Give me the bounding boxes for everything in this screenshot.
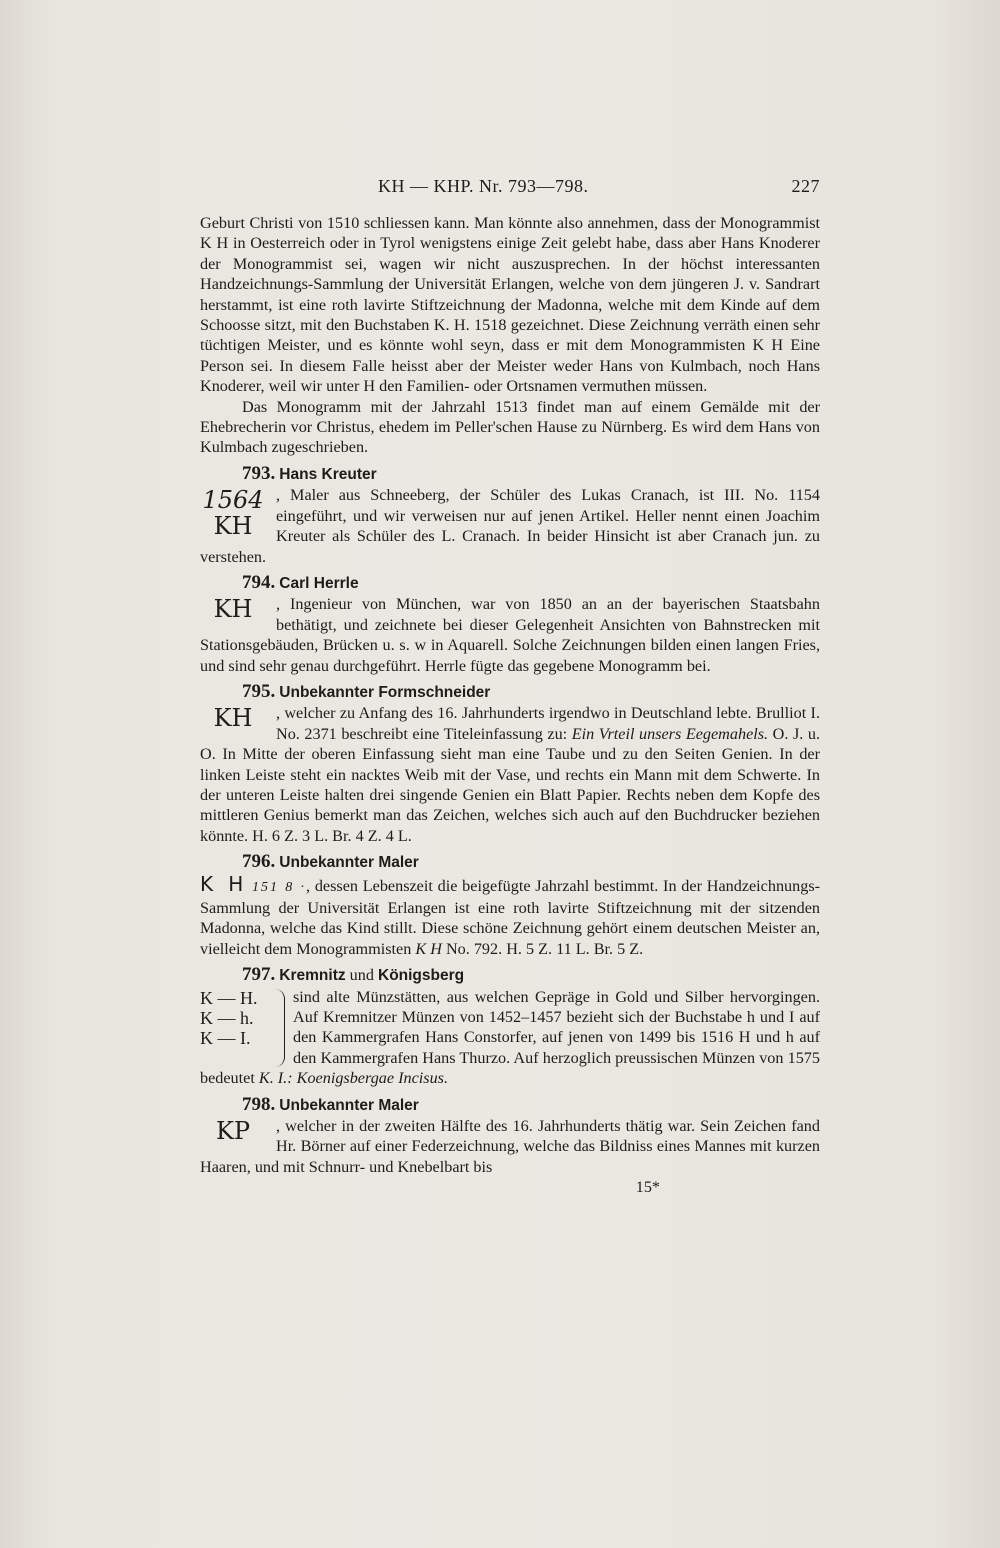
- entry-name: Unbekannter Maler: [279, 854, 419, 872]
- entry-number: 795.: [242, 680, 276, 702]
- entry-text: , Ingenieur von München, war von 1850 an an der bayerischen Staatsbahn bethätigt, und zeichnete bei dieser Gelegenheit Ansichten von Bahnstrecken mit Stationsgebäuden, Brücken u. s. w in Aquarell. Solche Zeichnungen bilden einen langen Fries, und sind sehr genau durchgeführt. Herrle fügte das gegebene Monogramm bei.: [200, 595, 820, 675]
- monogram-mark: [200, 1118, 266, 1144]
- mint-mark: K — H.: [200, 987, 258, 1008]
- entry-796: [200, 852, 820, 959]
- entry-text: , Maler aus Schneeberg, der Schüler des Lukas Cranach, ist III. No. 1154 eingeführt, und wir verweisen nur auf jenen Artikel. Heller nennt einen Joachim Kreuter als Schüler des L. Cranach. In beider Hinsicht ist aber Cranach jun. zu verstehen.: [200, 486, 820, 566]
- entry-name: Kremnitz: [279, 967, 346, 985]
- entry-text: , welcher in der zweiten Hälfte des 16. Jahrhunderts thätig war. Sein Zeichen fand Hr. Börner auf einer Federzeichnung, welche das Bildniss eines Mannes mit kurzen Haaren, und mit Schnurr- und Knebelbart bis: [200, 1117, 820, 1176]
- mint-mark: K — I.: [200, 1028, 251, 1049]
- monogram-reference: K H: [415, 939, 442, 958]
- entry-text-a: , dessen Lebenszeit die beigefügte Jahrzahl bestimmt. In der Handzeichnungs-Sammlung der Universität Erlangen ist eine roth lavirte Stiftzeichnung mit der sitzenden Madonna, welche das Kind stillt. Diese schöne Zeichnung gehört einem deutschen Meister an, vielleicht dem Monogrammisten: [200, 876, 821, 958]
- entry-text-a: , welcher zu Anfang des 16. Jahrhunderts irgendwo in Deutschland lebte. Brulliot I. No. 2371 beschreibt eine Titeleinfassung zu:: [276, 704, 820, 743]
- entry-text-b: No. 792. H. 5 Z. 11 L. Br. 5 Z.: [441, 939, 644, 958]
- monogram-letters: KH: [213, 704, 253, 733]
- monogram-letters: K H: [200, 871, 248, 896]
- entry-795: [200, 682, 820, 846]
- entry-name: Hans Kreuter: [279, 465, 377, 483]
- monogram-reference: K. I.:: [258, 1069, 293, 1088]
- entry-794: [200, 573, 820, 676]
- running-head-title: KH — KHP. Nr. 793—798.: [378, 176, 589, 196]
- entry-name: Unbekannter Maler: [279, 1096, 419, 1114]
- latin-phrase: Koenigsbergae Incisus.: [292, 1069, 449, 1088]
- entry-number: 793.: [242, 462, 276, 484]
- monogram-mark: [200, 596, 266, 622]
- book-title: Ein Vrteil unsers Eegemahels.: [571, 724, 769, 743]
- entry-number: 794.: [242, 571, 276, 593]
- mint-marks: [200, 988, 270, 1049]
- entry-number: 798.: [242, 1093, 276, 1115]
- entry-name: Unbekannter Formschneider: [279, 683, 491, 701]
- page-number: 227: [791, 176, 820, 196]
- monogram-mark: [200, 487, 266, 539]
- monogram-letters: KP: [215, 1117, 251, 1146]
- entry-text: [200, 987, 820, 1089]
- intro-paragraph-1: Geburt Christi von 1510 schliessen kann. Man könnte also annehmen, dass der Monogrammist K H in Oesterreich oder in Tyrol wenigstens einige Zeit gelebt habe, dass aber Hans Knoderer der Monogrammist sei, wagen wir nicht auszusprechen. In der höchst interessanten Handzeichnungs-Sammlung der Universität Erlangen, welche von dem jüngeren J. v. Sandrart herstammt, ist eine roth lavirte Stiftzeichnung der Madonna, welche mit dem Kinde auf dem Schoosse sitzt, mit den Buchstaben K. H. 1518 gezeichnet. Diese Zeichnung verräth einen sehr tüchtigen Meister, und es könnte wohl seyn, dass er mit dem Monogrammisten K H Eine Person sei. In diesem Falle heisst aber der Meister weder Hans von Kulmbach, noch Hans Knoderer, weil wir unter H den Familien- oder Ortsnamen vermuthen müssen.: [200, 214, 820, 396]
- entry-text: [200, 703, 820, 846]
- entry-name-2: Königsberg: [378, 967, 465, 985]
- entry-798: [200, 1095, 820, 1178]
- monogram-year: 1564: [202, 486, 264, 515]
- entry-name: Carl Herrle: [279, 574, 359, 592]
- entry-connector: und: [345, 966, 378, 985]
- entry-text: [200, 871, 821, 960]
- entry-number: 796.: [242, 851, 276, 873]
- signature-mark: 15*: [635, 1178, 660, 1197]
- monogram-date: 151 8 ·: [252, 879, 306, 895]
- entry-793: [200, 464, 820, 567]
- entry-text-a: sind alte Münzstätten, aus welchen Gepräge in Gold und Silber hervorgingen. Auf Kremnitzer Münzen von 1452–1457 bezieht sich der Buchstabe h und I auf den Kammergrafen Hans Constorfer, auf jenen von 1499 bis 1516 H und h auf den Kammergrafen Hans Thurzo. Auf herzoglich preussischen Münzen von 1575 bedeutet: [200, 987, 820, 1088]
- monogram-letters: KH: [213, 512, 253, 541]
- monogram-mark: [200, 705, 266, 731]
- entry-797: [200, 965, 820, 1088]
- intro-paragraph-2: Das Monogramm mit der Jahrzahl 1513 findet man auf einem Gemälde mit der Ehebrecherin vor Christus, ehedem im Peller'schen Hause zu Nürnberg. Es wird dem Hans von Kulmbach zugeschrieben.: [200, 397, 820, 457]
- entry-text-b: O. J. u. O. In Mitte der oberen Einfassung sieht man eine Taube und zu den Seiten Genien. In der linken Leiste steht ein nacktes Weib mit der Vase, und rechts ein Mann mit dem Schwerte. In der unteren Leiste halten drei singende Genien ein Blatt Papier. Rechts neben dem Kopfe des mittleren Genius bemerkt man das Zeichen, welches sich auch auf den Buchdrucker beziehen könnte. H. 6 Z. 3 L. Br. 4 Z. 4 L.: [200, 724, 820, 845]
- body-text: [200, 213, 820, 1198]
- monogram-letters: KH: [213, 595, 253, 624]
- brace: [274, 989, 285, 1067]
- entry-number: 797.: [242, 964, 276, 986]
- mint-mark: K — h.: [200, 1008, 254, 1029]
